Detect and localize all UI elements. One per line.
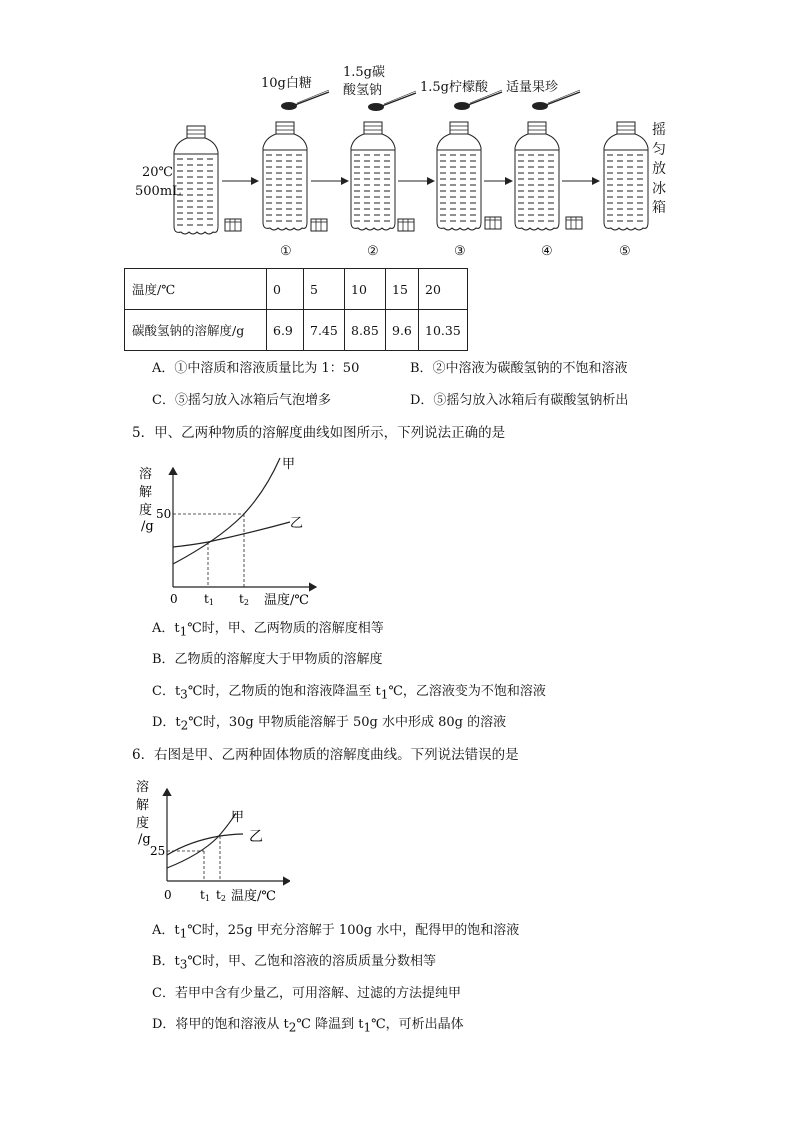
table-cell: 5 [304, 269, 345, 310]
bottle-1 [263, 122, 307, 230]
q6-option-a[interactable]: A．$t_1℃$时，25g 甲充分溶解于 100g 水中，配得甲的饱和溶液 [152, 923, 520, 941]
q6-solubility-graph [130, 775, 290, 910]
q5-option-d[interactable]: D．$t_2℃$时，30g 甲物质能溶解于 50g 水中形成 80g 的溶液 [152, 715, 507, 733]
addition-fruit-powder: 适量果珍 [506, 80, 559, 95]
q6-origin: 0 [164, 888, 172, 902]
table-cell: 7.45 [304, 310, 345, 351]
step-marker-2: ② [367, 244, 379, 259]
initial-volume-label: 500mL [135, 184, 181, 199]
cap-icon [566, 217, 582, 229]
step-marker-4: ④ [541, 244, 553, 259]
bottle-3 [437, 122, 481, 230]
table-cell: 6.9 [267, 310, 304, 351]
q5-t2-label: t2 [239, 592, 249, 607]
q5-curve-jia [173, 458, 280, 564]
q6-label-yi: 乙 [249, 829, 263, 845]
q4-option-a[interactable]: A．①中溶质和溶液质量比为 1：50 [152, 361, 360, 376]
q5-label-yi: 乙 [290, 516, 304, 531]
table-cell: 0 [267, 269, 304, 310]
q6-option-d[interactable]: D．将甲的饱和溶液从 $t_2℃$ 降温到 $t_1℃$，可析出晶体 [152, 1017, 464, 1035]
q5-option-c[interactable]: C．$t_3℃$时，乙物质的饱和溶液降温至 $t_1℃$，乙溶液变为不饱和溶液 [152, 684, 546, 702]
bottle-2 [351, 122, 395, 230]
step-marker-3: ③ [454, 244, 466, 259]
bottle-4 [515, 122, 559, 230]
step-marker-1: ① [280, 244, 292, 259]
addition-sugar: 10g白糖 [261, 76, 312, 91]
solubility-table [124, 268, 468, 351]
final-step-label: 摇 匀 放 冰 箱 [652, 122, 666, 216]
cap-icon [311, 219, 327, 231]
table-cell: 8.85 [345, 310, 386, 351]
table-cell: 15 [386, 269, 419, 310]
q6-option-b[interactable]: B．$t_3℃$时，甲、乙饱和溶液的溶质质量分数相等 [152, 954, 436, 972]
cap-icon [225, 219, 241, 231]
q4-option-c[interactable]: C．⑤摇匀放入冰箱后气泡增多 [152, 393, 331, 408]
q5-option-b[interactable]: B．乙物质的溶解度大于甲物质的溶解度 [152, 652, 383, 667]
table-cell: 10.35 [419, 310, 468, 351]
q5-xlabel: 温度/℃ [264, 593, 309, 608]
table-cell: 9.6 [386, 310, 419, 351]
q5-ytick-50: 50 [156, 507, 172, 521]
q5-t1-label: t1 [204, 592, 214, 607]
cap-icon [485, 217, 501, 229]
bottle-5 [604, 122, 648, 230]
step-marker-5: ⑤ [619, 244, 631, 259]
table-header-temp: 温度/℃ [125, 269, 267, 310]
table-cell: 10 [345, 269, 386, 310]
bottle-initial [174, 126, 218, 234]
q6-t2-label: t2 [216, 888, 226, 903]
addition-nahco3-line2: 酸氢钠 [343, 83, 383, 98]
q5-origin: 0 [170, 592, 178, 606]
q6-option-c[interactable]: C．若甲中含有少量乙，可用溶解、过滤的方法提纯甲 [152, 986, 461, 1001]
q5-option-a[interactable]: A．$t_1℃$时，甲、乙两物质的溶解度相等 [152, 621, 384, 639]
experiment-diagram [0, 0, 794, 265]
q6-curve-yi [167, 834, 243, 855]
initial-temp-label: 20℃ [142, 165, 174, 180]
q6-ytick-25: 25 [150, 844, 166, 858]
table-row [125, 269, 468, 310]
q6-xlabel: 温度/℃ [231, 889, 276, 904]
q5-stem: 5．甲、乙两种物质的溶解度曲线如图所示，下列说法正确的是 [132, 425, 506, 441]
table-cell: 20 [419, 269, 468, 310]
spoon-icon [281, 90, 329, 110]
q6-t1-label: t1 [200, 888, 210, 903]
table-row [125, 310, 468, 351]
addition-nahco3-line1: 1.5g碳 [343, 65, 385, 80]
q6-stem: 6．右图是甲、乙两种固体物质的溶解度曲线。下列说法错误的是 [132, 747, 519, 763]
q5-solubility-graph [130, 450, 330, 615]
addition-citric-acid: 1.5g柠檬酸 [420, 80, 488, 95]
q4-option-d[interactable]: D．⑤摇匀放入冰箱后有碳酸氢钠析出 [410, 393, 629, 408]
cap-icon [398, 219, 414, 231]
q5-label-jia: 甲 [282, 457, 296, 472]
q5-ylabel: 溶 解 度 /g [139, 467, 154, 534]
table-header-solubility: 碳酸氢钠的溶解度/g [125, 310, 267, 351]
q6-label-jia: 甲 [231, 810, 245, 825]
q6-ylabel: 溶 解 度 /g [136, 780, 151, 847]
q4-option-b[interactable]: B．②中溶液为碳酸氢钠的不饱和溶液 [410, 361, 628, 376]
